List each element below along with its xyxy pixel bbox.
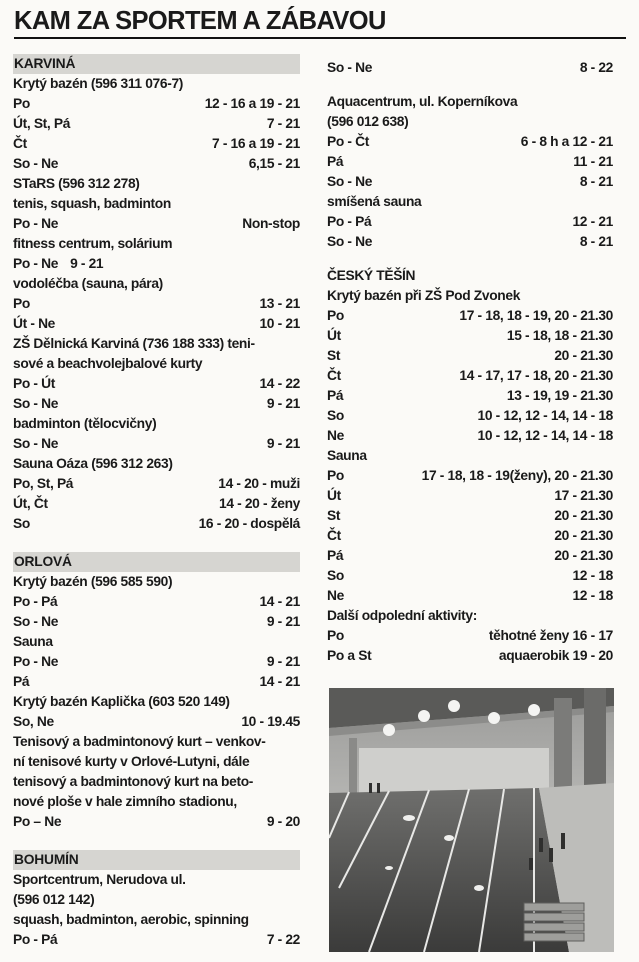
activity-label: Další odpolední aktivity: [327,608,477,623]
schedule-row: So - Ne 9 - 21 [13,436,300,451]
pool-photo [329,688,614,952]
venue-name: ZŠ Dělnická Karviná (736 188 333) teni- [13,336,255,351]
schedule-row: Po - Pá 14 - 21 [13,594,300,609]
venue-name: Sauna Oáza (596 312 263) [13,456,173,471]
activity-label: smíšená sauna [327,194,422,209]
schedule-row: Út - Ne 10 - 21 [13,316,300,331]
schedule-row: Po 13 - 21 [13,296,300,311]
schedule-row: St 20 - 21.30 [327,508,613,523]
schedule-row: Po - Ne 9 - 21 [13,256,104,271]
schedule-row: Po 17 - 18, 18 - 19, 20 - 21.30 [327,308,613,323]
venue-name: STaRS (596 312 278) [13,176,140,191]
activity-label: vodoléčba (sauna, pára) [13,276,163,291]
activity-label: Sauna [327,448,367,463]
venue-phone: (596 012 142) [13,892,95,907]
schedule-row: So - Ne 9 - 21 [13,396,300,411]
venue-name: Krytý bazén při ZŠ Pod Zvonek [327,288,521,303]
schedule-row: So - Ne 8 - 22 [327,60,613,75]
schedule-row: Po - Ne 9 - 21 [13,654,300,669]
schedule-row: So - Ne 6,15 - 21 [13,156,300,171]
activity-label: fitness centrum, solárium [13,236,173,251]
schedule-row: Po - Čt 6 - 8 h a 12 - 21 [327,134,613,149]
schedule-row: Út 17 - 21.30 [327,488,613,503]
schedule-row: St 20 - 21.30 [327,348,613,363]
schedule-row: So - Ne 8 - 21 [327,174,613,189]
venue-name: Aquacentrum, ul. Koperníkova [327,94,518,109]
venue-name: Krytý bazén (596 585 590) [13,574,173,589]
schedule-row: Po 17 - 18, 18 - 19(ženy), 20 - 21.30 [327,468,613,483]
activity-label: tenis, squash, badminton [13,196,171,211]
schedule-row: Čt 14 - 17, 17 - 18, 20 - 21.30 [327,368,613,383]
schedule-row: Ne 12 - 18 [327,588,613,603]
schedule-row: Čt 20 - 21.30 [327,528,613,543]
schedule-row: Po - Pá 7 - 22 [13,932,300,947]
venue-phone: (596 012 638) [327,114,409,129]
pool-illustration [329,688,614,952]
activity-label: squash, badminton, aerobic, spinning [13,912,249,927]
section-heading-orlova: ORLOVÁ [13,552,300,572]
text-line: ní tenisové kurty v Orlové-Lutyni, dále [13,754,250,769]
tennis-description [13,732,300,812]
schedule-row: Ne 10 - 12, 12 - 14, 14 - 18 [327,428,613,443]
schedule-row: Út, St, Pá 7 - 21 [13,116,300,131]
schedule-row: Pá 20 - 21.30 [327,548,613,563]
schedule-row: So - Ne 9 - 21 [13,614,300,629]
schedule-row: So, Ne 10 - 19.45 [13,714,300,729]
left-column [13,54,300,950]
schedule-row: Po - Út 14 - 22 [13,376,300,391]
page-title: KAM ZA SPORTEM A ZÁBAVOU [14,6,626,39]
venue-name-cont: sové a beachvolejbalové kurty [13,356,203,371]
venue-name: Krytý bazén Kaplička (603 520 149) [13,694,230,709]
section-heading-cesky-tesin: ČESKÝ TĚŠÍN [327,268,416,283]
schedule-row: Pá 13 - 19, 19 - 21.30 [327,388,613,403]
section-heading-karvina: KARVINÁ [13,54,300,74]
schedule-row: Pá 11 - 21 [327,154,613,169]
activity-label: Sauna [13,634,53,649]
schedule-row: Po a St aquaerobik 19 - 20 [327,648,613,663]
schedule-row: Út, Čt 14 - 20 - ženy [13,496,300,511]
activity-label: badminton (tělocvičny) [13,416,157,431]
text-line: Tenisový a badmintonový kurt – venkov- [13,734,266,749]
schedule-row: So 12 - 18 [327,568,613,583]
schedule-row: So - Ne 8 - 21 [327,234,613,249]
section-heading-bohumin: BOHUMÍN [13,850,300,870]
schedule-row: Čt 7 - 16 a 19 - 21 [13,136,300,151]
schedule-row: Po - Ne Non-stop [13,216,300,231]
schedule-row: Po – Ne 9 - 20 [13,814,300,829]
schedule-row: Út 15 - 18, 18 - 21.30 [327,328,613,343]
schedule-row: Po, St, Pá 14 - 20 - muži [13,476,300,491]
venue-name: Sportcentrum, Nerudova ul. [13,872,186,887]
right-column [327,58,613,666]
schedule-karvina-pool [13,94,300,174]
schedule-row: Po - Pá 12 - 21 [327,214,613,229]
text-line: tenisový a badmintonový kurt na beto- [13,774,254,789]
schedule-row: Po 12 - 16 a 19 - 21 [13,96,300,111]
venue-name: Krytý bazén (596 311 076-7) [13,76,184,91]
schedule-row: So 10 - 12, 12 - 14, 14 - 18 [327,408,613,423]
text-line: nové ploše v hale zimního stadionu, [13,794,237,809]
schedule-row: So 16 - 20 - dospělá [13,516,300,531]
schedule-row: Pá 14 - 21 [13,674,300,689]
schedule-row: Po těhotné ženy 16 - 17 [327,628,613,643]
